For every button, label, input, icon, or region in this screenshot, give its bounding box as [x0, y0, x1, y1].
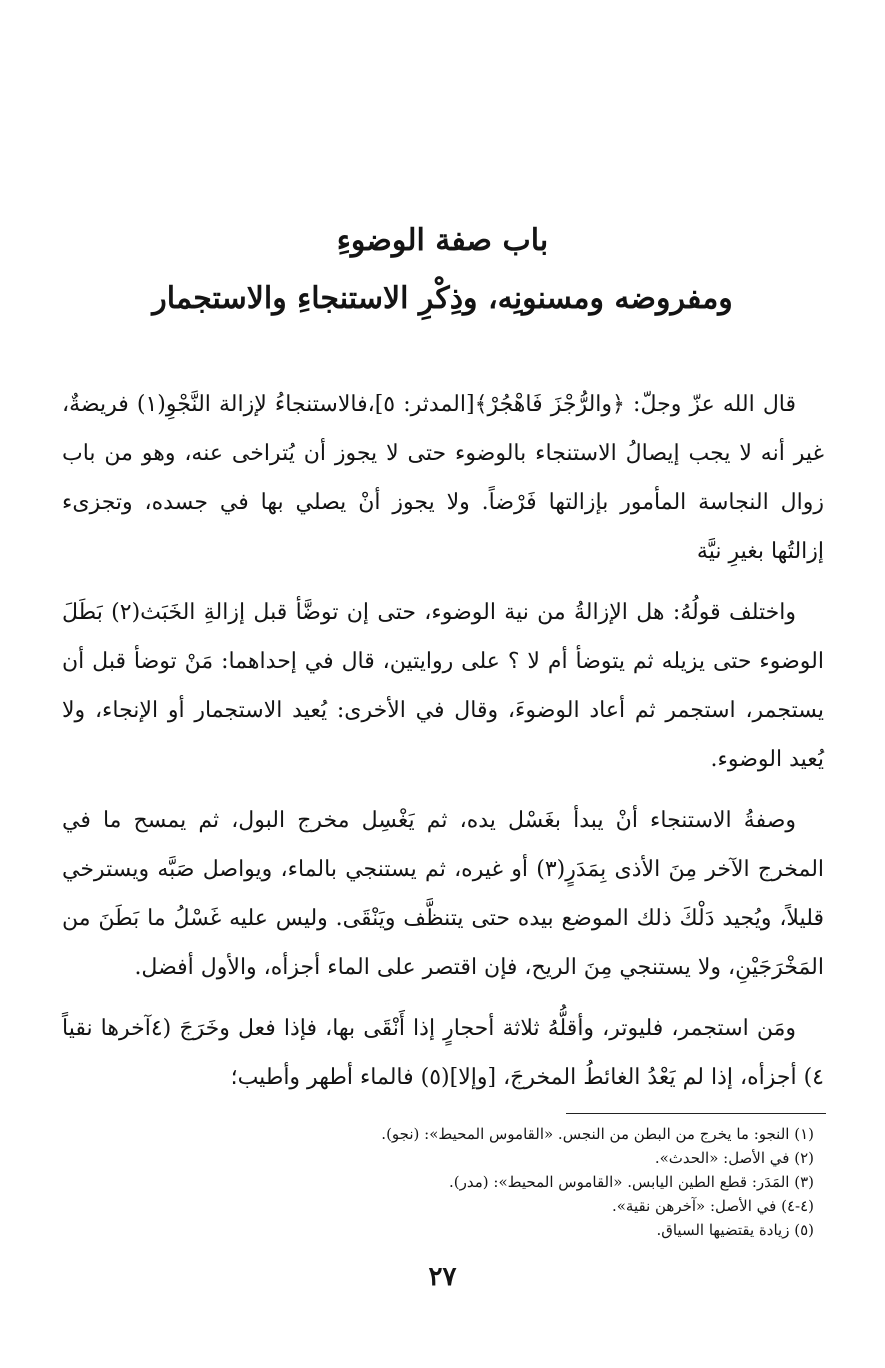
footnote: (٢) في الأصل: «الحدث». — [654, 1149, 814, 1167]
footnote: (٥) زيادة يقتضيها السياق. — [656, 1221, 814, 1239]
paragraph: وصفةُ الاستنجاء أنْ يبدأ بغَسْل يده، ثم يَغْسِل مخرج البول، ثم يمسح ما في المخرج الآخر مِنَ الأذى بِمَدَرٍ(٣) أو غيره، ثم يستنجي بالماء، ويواصل صَبَّه ويسترخي قليلاً، ويُجيد دَلْكَ ذلك الموضع بيده حتى يتنظَّف ويَنْقَى. وليس عليه غَسْلُ ما بَطَنَ من المَخْرَجَيْنِ، ولا يستنجي مِنَ الريح، فإن اقتصر على الماء أجزأه، والأول أفضل. — [62, 808, 825, 980]
footnote: (٣) المَدَر: قطع الطين اليابس. «القاموس المحيط»: (مدر). — [449, 1173, 814, 1191]
paragraph: واختلف قولُهُ: هل الإزالةُ من نية الوضوء، حتى إن توضَّأ قبل إزالةِ الخَبَث(٢) بَطَلَ الوضوء حتى يزيله ثم يتوضأ أم لا ؟ على روايتين، قال في إحداهما: مَنْ توضأ قبل أن يستجمر، استجمر ثم أعاد الوضوءَ، وقال في الأخرى: يُعيد الاستجمار أو الإنجاء، ولا يُعيد الوضوء. — [62, 600, 824, 772]
footnote: (٤-٤) في الأصل: «آخرهن نقية». — [611, 1197, 814, 1215]
chapter-heading — [0, 212, 885, 328]
chapter-title: باب صفة الوضوءِ — [336, 223, 549, 258]
paragraph: قال الله عزّ وجلّ: ﴿والرُّجْزَ فَاهْجُرْ﴾[المدثر: ٥]،فالاستنجاءُ لإزالة النَّجْوِ(١) فريضةٌ، غير أنه لا يجب إيصالُ الاستنجاء بالوضوء حتى لا يجوز أن يُتراخى عنه، وهو من باب زوال النجاسة المأمور بإزالتها فَرْضاً. ولا يجوز أنْ يصلي بها في جسده، وتجزىء إزالتُها بغيرِ نيَّة — [62, 392, 824, 564]
footnotes — [62, 1122, 824, 1242]
chapter-subtitle: ومفروضه ومسنونِه، وذِكْرِ الاستنجاءِ والاستجمار — [152, 281, 733, 316]
footnote-divider — [566, 1113, 826, 1114]
paragraph: ومَن استجمر، فليوتر، وأقلُّهُ ثلاثة أحجارٍ إذا أَنْقَى بها، فإذا فعل وخَرَجَ (٤آخرها نقياً ٤) أجزأه، إذا لم يَعْدُ الغائطُ المخرجَ، [وإلا](٥) فالماء أطهر وأطيب؛ — [62, 1016, 824, 1090]
main-text — [62, 380, 824, 1114]
footnote: (١) النجو: ما يخرج من البطن من النجس. «القاموس المحيط»: (نجو). — [381, 1125, 814, 1143]
page-number: ٢٧ — [428, 1262, 457, 1292]
